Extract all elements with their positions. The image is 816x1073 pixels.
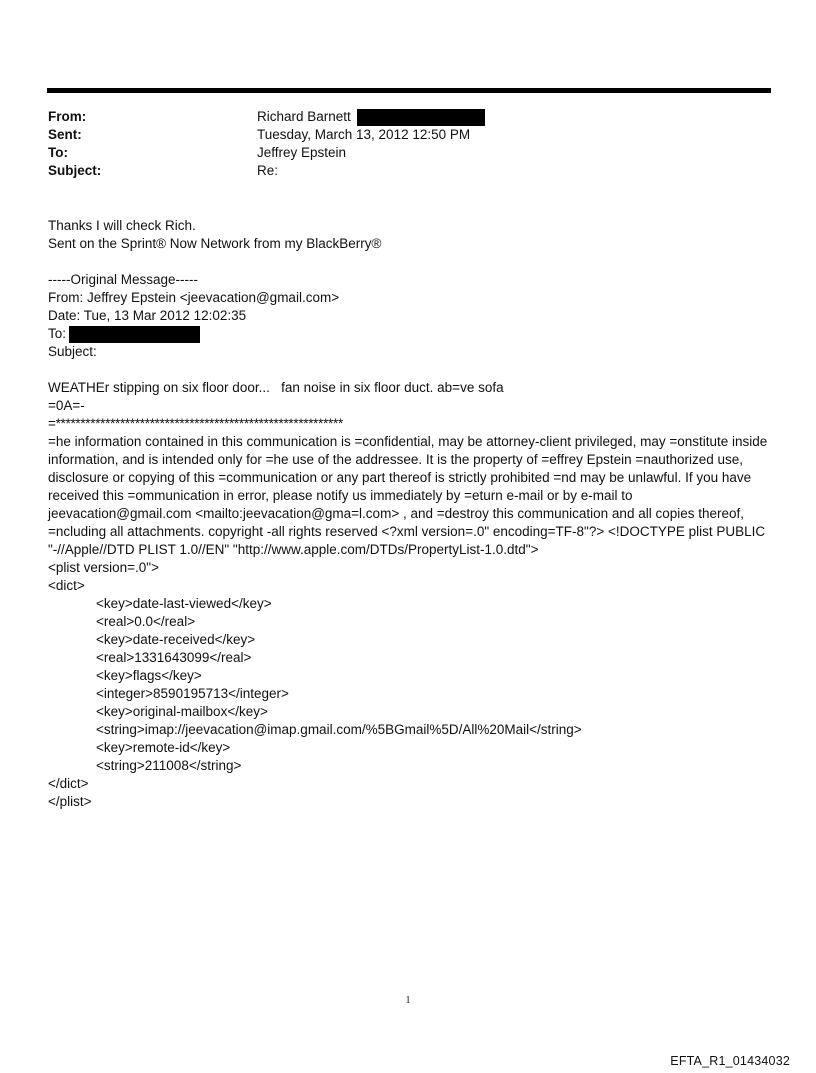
original-subject: Subject: (48, 344, 97, 359)
plist-entry: <integer>8590195713</integer> (96, 686, 289, 701)
from-label: From: (48, 109, 87, 124)
original-to-row (48, 325, 773, 343)
original-date: Date: Tue, 13 Mar 2012 12:02:35 (48, 308, 247, 323)
plist-open: <plist version=.0"> (48, 560, 159, 575)
plist-close: </plist> (48, 794, 92, 809)
from-row (48, 108, 485, 126)
plist-entry: <string>imap://jeevacation@imap.gmail.com/%5BGmail%5D/All%20Mail</string> (96, 722, 582, 737)
message-line-1: WEATHEr stipping on six floor door... fan noise in six floor duct. ab=ve sofa (48, 380, 504, 395)
to-value: Jeffrey Epstein (257, 145, 347, 160)
to-label: To: (48, 145, 68, 160)
sent-value: Tuesday, March 13, 2012 12:50 PM (257, 127, 471, 142)
plist-entry: <string>211008</string> (96, 758, 242, 773)
subject-label: Subject: (48, 163, 102, 178)
dict-close: </dict> (48, 776, 89, 791)
sent-row (48, 126, 485, 144)
header-rule (47, 88, 771, 93)
plist-entry: <key>date-received</key> (96, 632, 256, 647)
sent-label: Sent: (48, 127, 82, 142)
message-line-3: =********************************************************** (48, 416, 343, 431)
redaction-box (357, 109, 485, 126)
reply-line-2: Sent on the Sprint® Now Network from my BlackBerry® (48, 236, 382, 251)
plist-entry: <key>flags</key> (96, 668, 202, 683)
subject-value: Re: (257, 163, 279, 178)
redaction-box (69, 326, 200, 343)
email-body (48, 217, 773, 811)
subject-row (48, 162, 485, 180)
original-to-label: To: (48, 326, 67, 341)
original-divider: -----Original Message----- (48, 272, 199, 287)
page-number: 1 (405, 995, 411, 1006)
message-line-2: =0A=- (48, 398, 85, 413)
document-id: EFTA_R1_01434032 (670, 1054, 790, 1068)
original-from: From: Jeffrey Epstein <jeevacation@gmail.com> (48, 290, 340, 305)
plist-entry: <real>0.0</real> (96, 614, 196, 629)
plist-entry: <key>original-mailbox</key> (96, 704, 268, 719)
plist-entry: <real>1331643099</real> (96, 650, 252, 665)
plist-entry: <key>date-last-viewed</key> (96, 596, 272, 611)
dict-open: <dict> (48, 578, 85, 593)
from-value: Richard Barnett (257, 109, 351, 124)
email-header (48, 108, 485, 180)
plist-entry: <key>remote-id</key> (96, 740, 231, 755)
to-row (48, 144, 485, 162)
reply-line-1: Thanks I will check Rich. (48, 218, 196, 233)
disclaimer-text: =he information contained in this communication is =confidential, may be attorney-client privileged, may =onstitute inside information, and is intended only for =he use of the addressee. It is the property of =effrey Epstein =nauthorized use, disclosure or copying of this =communication or any part thereof is strictly prohibited =nd may be unlawful. If you have received this =ommunication in error, please notify us immediately by =eturn e-mail or by e-mail to jeevacation@gmail.com <mailto:jeevacation@gma=l.com> , and =destroy this communication and all copies thereof, =ncluding all attachments. copyright -all rights reserved <?xml version=.0" encoding=TF-8"?> <!DOCTYPE plist PUBLIC "-//Apple//DTD PLIST 1.0//EN" "http://www.apple.com/DTDs/PropertyList-1.0.dtd"> (48, 434, 768, 557)
